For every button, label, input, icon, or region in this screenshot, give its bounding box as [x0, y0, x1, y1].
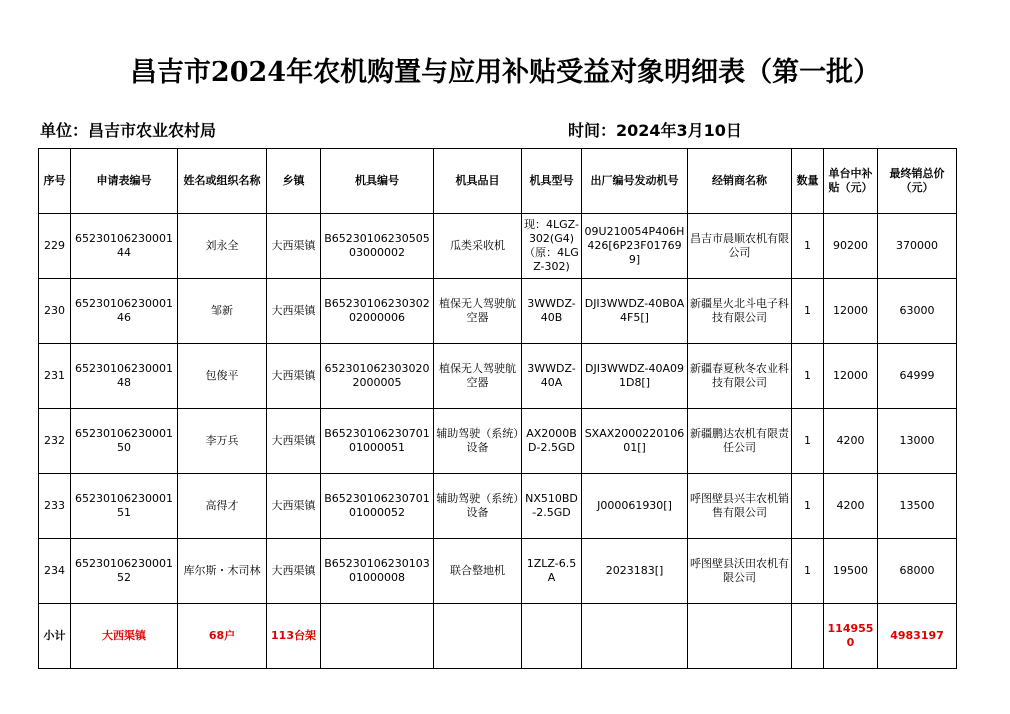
subtotal-row	[39, 604, 957, 669]
subtotal-label: 小计	[39, 604, 71, 669]
final-price: 68000	[878, 539, 957, 604]
machine-model: 3WWDZ-40B	[522, 279, 582, 344]
machine-number: B6523010623070101000051	[321, 409, 434, 474]
town: 大西渠镇	[267, 279, 321, 344]
application-number: 6523010623000150	[71, 409, 178, 474]
final-price: 370000	[878, 214, 957, 279]
empty-cell	[688, 604, 792, 669]
header-cell: 序号	[39, 149, 71, 214]
quantity: 1	[792, 344, 824, 409]
quantity: 1	[792, 214, 824, 279]
machine-item: 联合整地机	[434, 539, 522, 604]
final-price: 13500	[878, 474, 957, 539]
machine-model: 3WWDZ-40A	[522, 344, 582, 409]
machine-model: AX2000BD-2.5GD	[522, 409, 582, 474]
header-cell: 申请表编号	[71, 149, 178, 214]
serial-number: J000061930[]	[582, 474, 688, 539]
table-row	[39, 539, 957, 604]
subsidy-table	[38, 148, 957, 669]
header-cell: 经销商名称	[688, 149, 792, 214]
applicant-name: 高得才	[178, 474, 267, 539]
row-number: 232	[39, 409, 71, 474]
machine-item: 瓜类采收机	[434, 214, 522, 279]
application-number: 6523010623000148	[71, 344, 178, 409]
machine-number: B6523010623010301000008	[321, 539, 434, 604]
dealer-name: 新疆星火北斗电子科技有限公司	[688, 279, 792, 344]
row-number: 229	[39, 214, 71, 279]
subsidy-amount: 12000	[824, 279, 878, 344]
town: 大西渠镇	[267, 539, 321, 604]
header-cell: 单台中补贴（元）	[824, 149, 878, 214]
applicant-name: 邹新	[178, 279, 267, 344]
quantity: 1	[792, 279, 824, 344]
date-label: 时间：2024年3月10日	[568, 121, 742, 140]
empty-cell	[434, 604, 522, 669]
header-cell: 出厂编号发动机号	[582, 149, 688, 214]
town: 大西渠镇	[267, 214, 321, 279]
serial-number: DJI3WWDZ-40A091D8[]	[582, 344, 688, 409]
subtotal-subsidy: 1149550	[824, 604, 878, 669]
town: 大西渠镇	[267, 409, 321, 474]
subtotal-price: 4983197	[878, 604, 957, 669]
header-cell: 机具型号	[522, 149, 582, 214]
header-row	[39, 149, 957, 214]
application-number: 6523010623000152	[71, 539, 178, 604]
subsidy-amount: 19500	[824, 539, 878, 604]
dealer-name: 昌吉市晨顺农机有限公司	[688, 214, 792, 279]
header-cell: 机具编号	[321, 149, 434, 214]
serial-number: 2023183[]	[582, 539, 688, 604]
serial-number: SXAX200022010601[]	[582, 409, 688, 474]
town: 大西渠镇	[267, 474, 321, 539]
town: 大西渠镇	[267, 344, 321, 409]
quantity: 1	[792, 539, 824, 604]
table-row	[39, 214, 957, 279]
machine-number: B6523010623030202000006	[321, 279, 434, 344]
dealer-name: 呼图壁县兴丰农机销售有限公司	[688, 474, 792, 539]
subsidy-amount: 4200	[824, 474, 878, 539]
table-row	[39, 344, 957, 409]
applicant-name: 包俊平	[178, 344, 267, 409]
machine-item: 植保无人驾驶航空器	[434, 344, 522, 409]
application-number: 6523010623000144	[71, 214, 178, 279]
application-number: 6523010623000146	[71, 279, 178, 344]
table-row	[39, 279, 957, 344]
dealer-name: 新疆鹏达农机有限责任公司	[688, 409, 792, 474]
machine-item: 辅助驾驶（系统）设备	[434, 474, 522, 539]
row-number: 231	[39, 344, 71, 409]
subtotal-units: 113台架	[267, 604, 321, 669]
subsidy-amount: 90200	[824, 214, 878, 279]
final-price: 13000	[878, 409, 957, 474]
quantity: 1	[792, 409, 824, 474]
subsidy-amount: 12000	[824, 344, 878, 409]
serial-number: DJI3WWDZ-40B0A4F5[]	[582, 279, 688, 344]
empty-cell	[321, 604, 434, 669]
page-title: 昌吉市2024年农机购置与应用补贴受益对象明细表（第一批）	[129, 57, 881, 88]
row-number: 234	[39, 539, 71, 604]
machine-number: 6523010623030202000005	[321, 344, 434, 409]
header-cell: 姓名或组织名称	[178, 149, 267, 214]
row-number: 230	[39, 279, 71, 344]
machine-model: 现：4LGZ-302(G4)（原：4LGZ-302)	[522, 214, 582, 279]
serial-number: 09U210054P406H426[6P23F017699]	[582, 214, 688, 279]
row-number: 233	[39, 474, 71, 539]
applicant-name: 刘永全	[178, 214, 267, 279]
header-cell: 最终销总价（元）	[878, 149, 957, 214]
dealer-name: 新疆春夏秋冬农业科技有限公司	[688, 344, 792, 409]
header-cell: 数量	[792, 149, 824, 214]
table-row	[39, 474, 957, 539]
empty-cell	[522, 604, 582, 669]
subsidy-amount: 4200	[824, 409, 878, 474]
machine-item: 植保无人驾驶航空器	[434, 279, 522, 344]
empty-cell	[582, 604, 688, 669]
dealer-name: 呼图壁县沃田农机有限公司	[688, 539, 792, 604]
applicant-name: 库尔斯・木司林	[178, 539, 267, 604]
machine-model: 1ZLZ-6.5A	[522, 539, 582, 604]
subtotal-town: 大西渠镇	[71, 604, 178, 669]
quantity: 1	[792, 474, 824, 539]
applicant-name: 李万兵	[178, 409, 267, 474]
final-price: 63000	[878, 279, 957, 344]
application-number: 6523010623000151	[71, 474, 178, 539]
final-price: 64999	[878, 344, 957, 409]
empty-cell	[792, 604, 824, 669]
unit-label: 单位：昌吉市农业农村局	[40, 121, 217, 140]
machine-number: B6523010623050503000002	[321, 214, 434, 279]
header-cell: 乡镇	[267, 149, 321, 214]
machine-number: B6523010623070101000052	[321, 474, 434, 539]
machine-model: NX510BD-2.5GD	[522, 474, 582, 539]
subtotal-households: 68户	[178, 604, 267, 669]
table-row	[39, 409, 957, 474]
header-cell: 机具品目	[434, 149, 522, 214]
machine-item: 辅助驾驶（系统）设备	[434, 409, 522, 474]
